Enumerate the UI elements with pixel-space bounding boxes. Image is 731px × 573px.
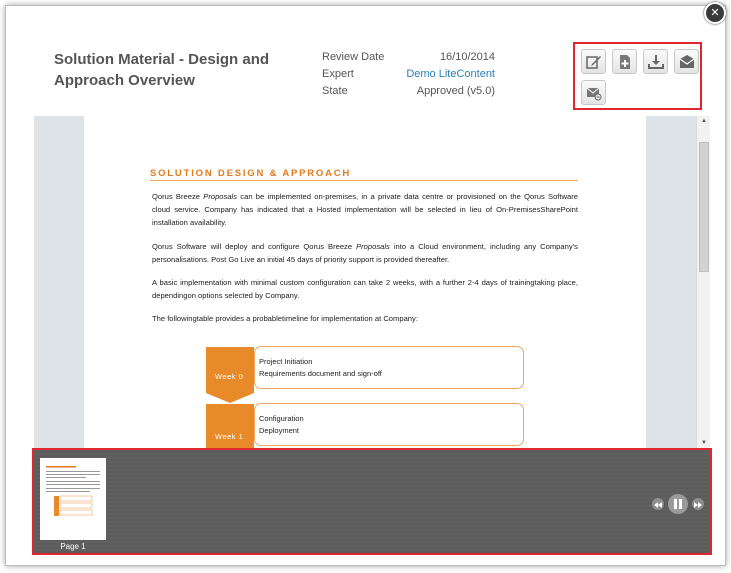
vertical-scrollbar[interactable]	[696, 116, 710, 448]
review-date-label: Review Date	[322, 51, 385, 63]
next-page-button[interactable]	[692, 498, 704, 510]
add-document-button[interactable]	[612, 49, 637, 74]
scroll-up-icon[interactable]: ▲	[701, 118, 707, 124]
email-icon	[679, 54, 695, 70]
download-icon	[648, 54, 664, 70]
state-label: State	[322, 85, 348, 97]
share-button[interactable]	[581, 80, 606, 105]
document-page	[84, 116, 646, 448]
thumbnail-caption: Page 1	[60, 542, 86, 551]
section-rule	[150, 180, 578, 181]
state-value: Approved (v5.0)	[416, 85, 495, 97]
email-button[interactable]	[674, 49, 699, 74]
document-title: Solution Material - Design and Approach Overview	[54, 51, 270, 89]
section-heading: SOLUTION DESIGN & APPROACH	[150, 168, 352, 179]
previous-page-button[interactable]	[652, 498, 664, 510]
page-thumbnail[interactable]	[40, 458, 106, 540]
download-button[interactable]	[643, 49, 668, 74]
timeline-arrow-tip	[206, 393, 254, 403]
play-pause-button[interactable]	[668, 494, 688, 514]
action-toolbar	[573, 42, 702, 110]
close-icon: ✕	[710, 7, 720, 19]
page-thumbnail-preview	[40, 458, 106, 540]
timeline-arrow	[206, 404, 254, 448]
edit-icon	[586, 54, 602, 70]
expert-label: Expert	[322, 68, 354, 80]
paragraph-2: Qorus Software will deploy and configure Qorus Breeze Proposals into a Cloud environment, including any Company’s personalisations. Post Go Live an initial 45 days of priority support is provided thereafter.	[152, 242, 578, 264]
thumbnail-strip	[32, 448, 712, 555]
timeline-week-label: Week 1	[215, 432, 244, 441]
fast-forward-icon	[692, 499, 704, 511]
scrollbar-thumb[interactable]	[699, 142, 709, 272]
expert-link[interactable]: Demo LiteContent	[406, 68, 495, 80]
scroll-down-icon[interactable]: ▼	[701, 440, 707, 446]
timeline-step-title: Project Initiation	[259, 357, 313, 366]
paragraph-1: Qorus Breeze Proposals can be implemented on-premises, in a private data centre or provisioned on the Qorus Software cloud service. Company has indicated that a Hosted implementation will be selected in lieu of On-PremisesSharePoint installation availability.	[152, 192, 578, 227]
timeline-step-detail: Requirements document and sign-off	[259, 369, 382, 378]
add-document-icon	[617, 54, 633, 70]
edit-button[interactable]	[581, 49, 606, 74]
pause-icon	[668, 494, 688, 514]
review-date-value: 16/10/2014	[439, 51, 495, 63]
timeline-arrow	[206, 347, 254, 393]
timeline-week-label: Week 0	[215, 372, 244, 381]
document-viewer-dialog	[5, 5, 726, 566]
share-icon	[586, 85, 602, 101]
rewind-icon	[652, 499, 664, 511]
timeline-step-title: Configuration	[259, 414, 304, 423]
paragraph-4: The followingtable provides a probabletimeline for implementation at Company:	[152, 314, 418, 323]
close-button[interactable]	[704, 2, 726, 24]
document-preview[interactable]	[34, 116, 710, 448]
timeline-step-detail: Deployment	[259, 426, 300, 435]
paragraph-3: A basic implementation with minimal custom configuration can take 2 weeks, with a further 2-4 days of trainingtaking place, dependingon options selected by Company.	[152, 278, 578, 300]
